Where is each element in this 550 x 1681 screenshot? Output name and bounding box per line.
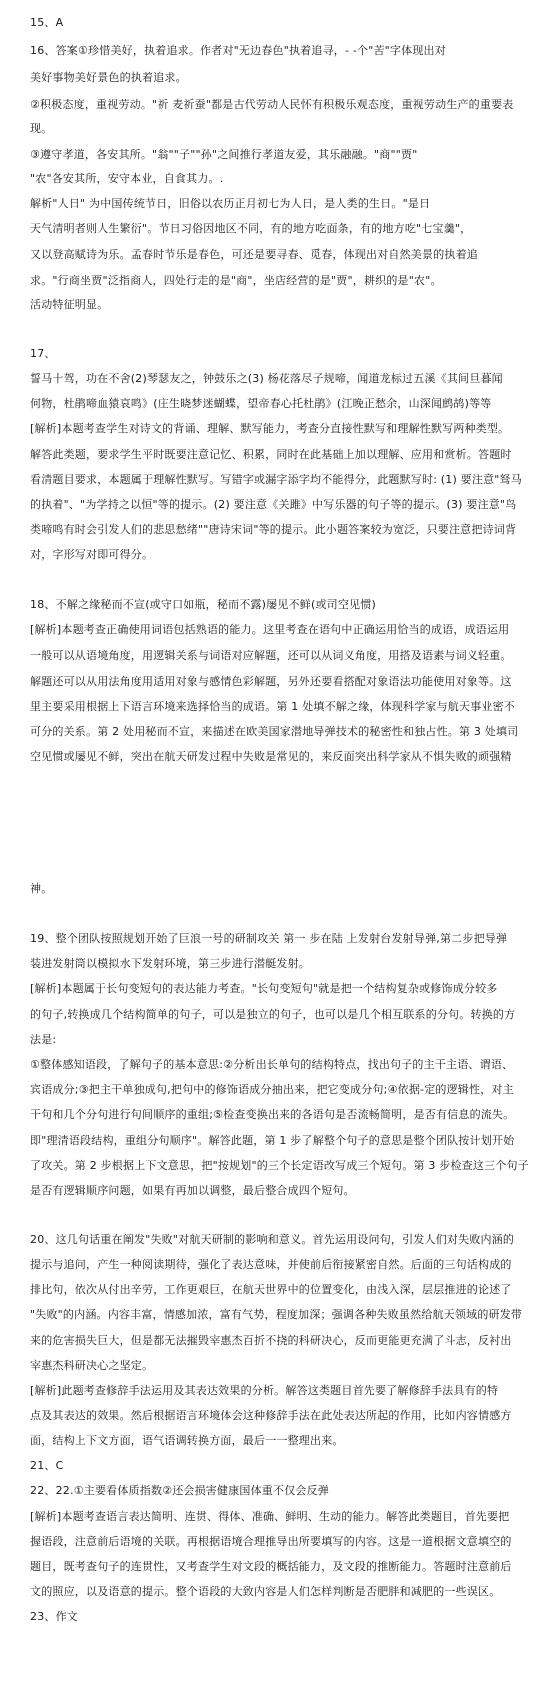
answer-22-line: 文的照应，以及语意的提示。整个语段的大致内容是人们怎样判断是否肥胖和减肥的一些误区。 xyxy=(30,1585,501,1598)
answer-17-line: 何物，杜鹃啼血猿哀鸣》(庄生晓梦迷蝴蝶，望帝春心托杜鹃》(江晚正愁余，山深闻鹧鸪)等等 xyxy=(30,397,492,410)
answer-20-line: 点及其表达的效果。然后根据语言环境体会这种修辞手法在此处表达所起的作用，比如内容情感方 xyxy=(30,1409,512,1422)
answer-18-line: 解题还可以从用法角度用适用对象与感情色彩解题，另外还要看搭配对象语法功能使用对象等。这 xyxy=(30,675,512,688)
answer-18-line: 里主要采用根据上下语言环境来选择恰当的成语。第 1 处填不解之缘，体现科学家与航天事业密不 xyxy=(30,700,515,713)
answer-16-line: 天气清明者则人生繁衍"。节日习俗因地区不同，有的地方吃面条，有的地方吃"七宝羹"， xyxy=(30,222,472,235)
answer-18-line: 空见惯或屡见不鲜，突出在航天研发过程中失败是常见的，来反面突出科学家从不惧失败的顽强精 xyxy=(30,750,512,763)
answer-18-line: 18、不解之缘秘而不宣(或守口如瓶，秘而不露)屡见不鲜(或司空见惯) xyxy=(30,598,376,611)
answer-17-line: 誓马十驾，功在不舍(2)琴瑟友之，钟鼓乐之(3) 杨花落尽子规啼，闻道龙标过五溪《其间旦暮闻 xyxy=(30,372,503,385)
answer-16-line: 现。 xyxy=(30,122,53,135)
answer-17-line: [解析]本题考查学生对诗文的背诵、理解、默写能力，考查分直接性默写和理解性默写两种类型。 xyxy=(30,422,510,435)
answer-20-line: 20、这几句话重在阐发"失败"对航天研制的影响和意义。首先运用设问句，引发人们对失败内涵的 xyxy=(30,1233,515,1246)
answer-19-line: 的句子,转换成几个结构简单的句子，可以是独立的句子，也可以是几个相互联系的分句。转换的方 xyxy=(30,1008,516,1021)
answer-20-line: "失败"的内涵。内容丰富，情感加浓，富有气势，程度加深；强调各种失败虽然给航天领域的研发带 xyxy=(30,1308,523,1321)
answer-19-line: [解析]本题属于长句变短句的表达能力考查。"长句变短句"就是把一个结构复杂或修饰成分较多 xyxy=(30,982,498,995)
answer-20-line: 来的危害损失巨大，但是都无法摧毁宰惠杰百折不挠的科研决心，反而更能更充满了斗志，反衬出 xyxy=(30,1334,512,1347)
answer-19-line: 是否有逻辑顺序问题，如果有再加以调整，最后整合成四个短句。 xyxy=(30,1184,355,1197)
answer-15: 15、A xyxy=(30,16,64,29)
answer-17-line: 17、 xyxy=(30,347,56,360)
answer-18-line: 一般可以从语境角度，用逻辑关系与词语对应解题，还可以从词义角度，用搭及语素与词义轻重。 xyxy=(30,649,512,662)
answer-23: 23、作文 xyxy=(30,1610,78,1623)
answer-18-line: 可分的关系。第 2 处用秘而不宣，来描述在欧美国家潜地导弹技术的秘密性和独占性。第 3 处填司 xyxy=(30,725,519,738)
answer-17-line: 对，字形写对即可得分。 xyxy=(30,548,154,561)
answer-20-line: 提示与追问，产生一种阅读期待，强化了表达意味，并使前后衔接紧密自然。后面的三句话构成的 xyxy=(30,1258,512,1271)
answer-16-line: 活动特征明显。 xyxy=(30,298,109,311)
answer-17-line: 解答此类题，要求学生平时既要注意记忆、积累，同时在此基础上加以理解、应用和赏析。答题时 xyxy=(30,448,512,461)
answer-19-line: 即"理清语段结构，重组分句顺序"。解答此题，第 1 步了解整个句子的意思是整个团队按计划开始 xyxy=(30,1134,515,1147)
answer-20-line: 宰惠杰科研决心之坚定。 xyxy=(30,1359,154,1372)
answer-16-line: 又以登高赋诗为乐。孟春时节乐是春色，可还是要寻春、觅春，体现出对自然美景的执着追 xyxy=(30,248,478,261)
answer-16-line: ②积极态度，重视劳动。"祈 麦祈蚕"都是古代劳动人民怀有积极乐观态度，重视劳动生产的重要表 xyxy=(30,98,514,111)
answer-20-line: [解析]此题考查修辞手法运用及其表达效果的分析。解答这类题目首先要了解修辞手法具有的特 xyxy=(30,1384,499,1397)
answer-18-line: [解析]本题考查正确使用词语包括熟语的能力。这里考查在语句中正确运用恰当的成语，成语运用 xyxy=(30,623,510,636)
answer-16-line: 16、答案①珍惜美好，执着追求。作者对"无边春色"执着追寻，- -个"苦"字体现出对 xyxy=(30,44,446,57)
answer-19-line: 法是: xyxy=(30,1033,57,1046)
answer-16-line: 美好事物美好景色的执着追求。 xyxy=(30,71,187,84)
answer-19-line: 装进发射筒以模拟水下发射环境，第三步进行潜艇发射。 xyxy=(30,957,310,970)
answer-17-line: 看清题目要求，本题属于理解性默写。写错字或漏字添字均不能得分，此题默写时: (1) 要注意"驽马 xyxy=(30,473,522,486)
answer-19-line: 干句和几个分句进行句间顺序的重组;⑤检查变换出来的各语句是否流畅简明，是否有信息的流失。 xyxy=(30,1108,515,1121)
answer-17-line: 类啼鸣有时会引发人们的悲思愁绪""唐诗宋词"等的提示。此小题答案较为宽泛，只要注意把诗词背 xyxy=(30,523,517,536)
answer-22-line: 握语段，注意前后语境的关联。再根据语境合理推导出所要填写的内容。这是一道根据文意填空的 xyxy=(30,1535,512,1548)
answer-20-line: 排比句，依次从付出辛劳，工作更艰巨，在航天世界中的位置变化，由浅入深，层层推进的论述了 xyxy=(30,1283,512,1296)
answer-19-line: 19、整个团队按照规划开始了巨浪一号的研制攻关 第一 步在陆 上发射台发射导弹,第二步把导弹 xyxy=(30,932,508,945)
answer-20-line: 面，结构上下文方面，语气语调转换方面，最后一一整理出来。 xyxy=(30,1434,344,1447)
answer-17-line: 的执着"、"为学持之以恒"等的提示。(2) 要注意《关雎》中写乐器的句子等的提示。(3) 要注意"鸟 xyxy=(30,498,517,511)
answer-21: 21、C xyxy=(30,1459,64,1472)
answer-22-line: [解析]本题考查语言表达简明、连贯、得体、准确、鲜明、生动的能力。解答此类题目，首先要把 xyxy=(30,1510,510,1523)
answer-18-line: 神。 xyxy=(30,882,53,895)
answer-22-line: 题目，既考查句子的连贯性，又考查学生对文段的概括能力，及文段的推断能力。答题时注意前后 xyxy=(30,1560,512,1573)
answer-19-line: ①整体感知语段，了解句子的基本意思:②分析出长单句的结构特点，找出句子的主干主语、谓语、 xyxy=(30,1058,514,1071)
answer-19-line: 了攻关。第 2 步根据上下文意思，把"按规划"的三个长定语改写成三个短句。第 3 步检查这三个句子 xyxy=(30,1159,529,1172)
answer-16-line: ③遵守孝道，各安其所。"翁""子""孙"之间推行孝道友爱，其乐融融。"商""贾" xyxy=(30,148,418,161)
answer-19-line: 宾语成分;③把主干单独成句,把句中的修饰语成分抽出来，把它变成分句;④依据-定的逻辑性，对主 xyxy=(30,1083,514,1096)
answer-16-line: "农"各安其所，安守本业，自食其力。. xyxy=(30,172,224,185)
answer-22-line: 22、22.①主要看体质指数②还会损害健康国体重不仅会反弹 xyxy=(30,1484,330,1497)
answer-16-line: 解析"人日" 为中国传统节日，旧俗以农历正月初七为人日，是人类的生日。"是日 xyxy=(30,197,431,210)
answer-16-line: 求。"行商坐贾"泛指商人，四处行走的是"商"，坐店经营的是"贾"，耕织的是"农"。 xyxy=(30,274,442,287)
